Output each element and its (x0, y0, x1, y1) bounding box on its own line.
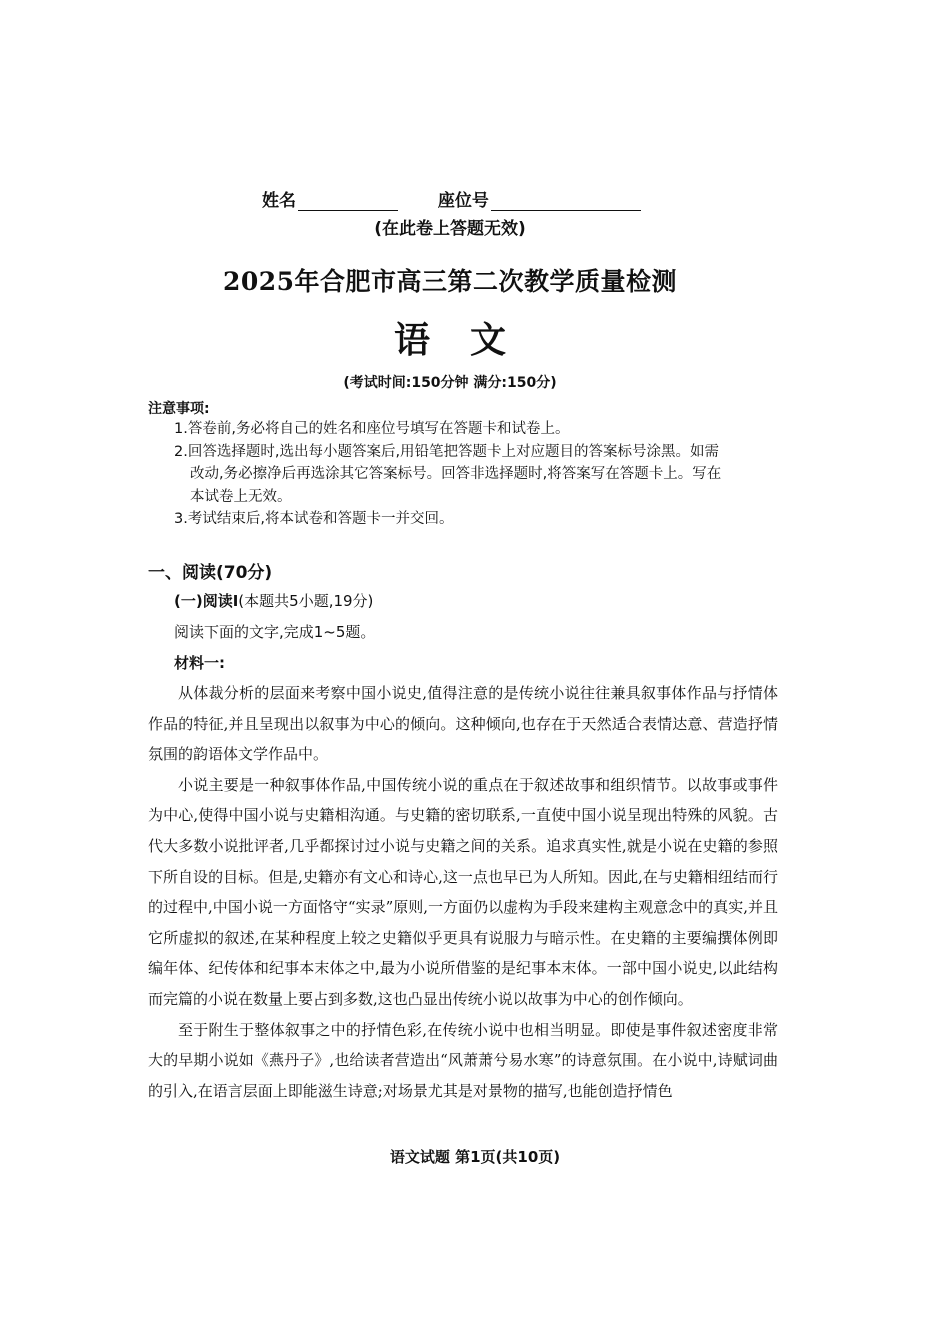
passage-paragraph: 小说主要是一种叙事体作品,中国传统小说的重点在于叙述故事和组织情节。以故事或事件为中心,使得中国小说与史籍相沟通。与史籍的密切联系,一直使中国小说呈现出特殊的风貌。古代大多数小说批评者,几乎都探讨过小说与史籍之间的关系。追求真实性,就是小说在史籍的参照下所自设的目标。但是,史籍亦有文心和诗心,这一点也早已为人所知。因此,在与史籍相纽结而行的过程中,中国小说一方面恪守“实录”原则,一方面仍以虚构为手段来建构主观意念中的真实,并且它所虚拟的叙述,在某种程度上较之史籍似乎更具有说服力与暗示性。在史籍的主要编撰体例即编年体、纪传体和纪事本末体之中,最为小说所借鉴的是纪事本末体。一部中国小说史,以此结构而完篇的小说在数量上要占到多数,这也凸显出传统小说以故事为中心的创作倾向。 (148, 775, 778, 1008)
reading-passage (148, 678, 778, 1106)
section-title: 一、阅读(70分) (148, 563, 273, 583)
notes-list (174, 418, 794, 531)
notes-item: 2.回答选择题时,选出每小题答案后,用铅笔把答题卡上对应题目的答案标号涂黑。如需 (174, 443, 720, 460)
notes-title: 注意事项: (148, 401, 210, 417)
seat-blank (491, 194, 641, 211)
page-footer: 语文试题 第1页(共10页) (389, 1148, 561, 1166)
candidate-info-line (262, 186, 641, 211)
exam-title: 2025年合肥市高三第二次教学质量检测 (222, 267, 678, 296)
subject-title: 语文 (393, 320, 546, 361)
notes-item: 3.考试结束后,将本试卷和答题卡一并交回。 (174, 511, 454, 527)
passage-paragraph: 从体裁分析的层面来考察中国小说史,值得注意的是传统小说往往兼具叙事体作品与抒情体作品的特征,并且呈现出以叙事为中心的倾向。这种倾向,也存在于天然适合表情达意、营造抒情氛围的韵语体文学作品中。 (148, 684, 778, 764)
invalid-notice: (在此卷上答题无效) (374, 219, 526, 239)
notes-item: 1.答卷前,务必将自己的姓名和座位号填写在答题卡和试卷上。 (174, 421, 570, 437)
exam-info: (考试时间:150分钟 满分:150分) (343, 375, 557, 391)
name-blank (298, 194, 398, 211)
name-label: 姓名 (262, 191, 296, 211)
subsection-label: (一)阅读Ⅰ (174, 592, 239, 610)
instruction: 阅读下面的文字,完成1~5题。 (174, 623, 376, 641)
subsection-heading (174, 590, 373, 611)
seat-label: 座位号 (437, 191, 489, 211)
notes-item: 本试卷上无效。 (190, 488, 292, 505)
material-label: 材料一: (174, 654, 225, 672)
passage-paragraph: 至于附生于整体叙事之中的抒情色彩,在传统小说中也相当明显。即使是事件叙述密度非常大的早期小说如《燕丹子》,也给读者营造出“风萧萧兮易水寒”的诗意氛围。在小说中,诗赋词曲的引入,在语言层面上即能滋生诗意;对场景尤其是对景物的描写,也能创造抒情色 (148, 1020, 778, 1100)
subsection-detail: (本题共5小题,19分) (238, 592, 374, 610)
notes-item: 改动,务必擦净后再选涂其它答案标号。回答非选择题时,将答案写在答题卡上。写在 (190, 466, 722, 482)
